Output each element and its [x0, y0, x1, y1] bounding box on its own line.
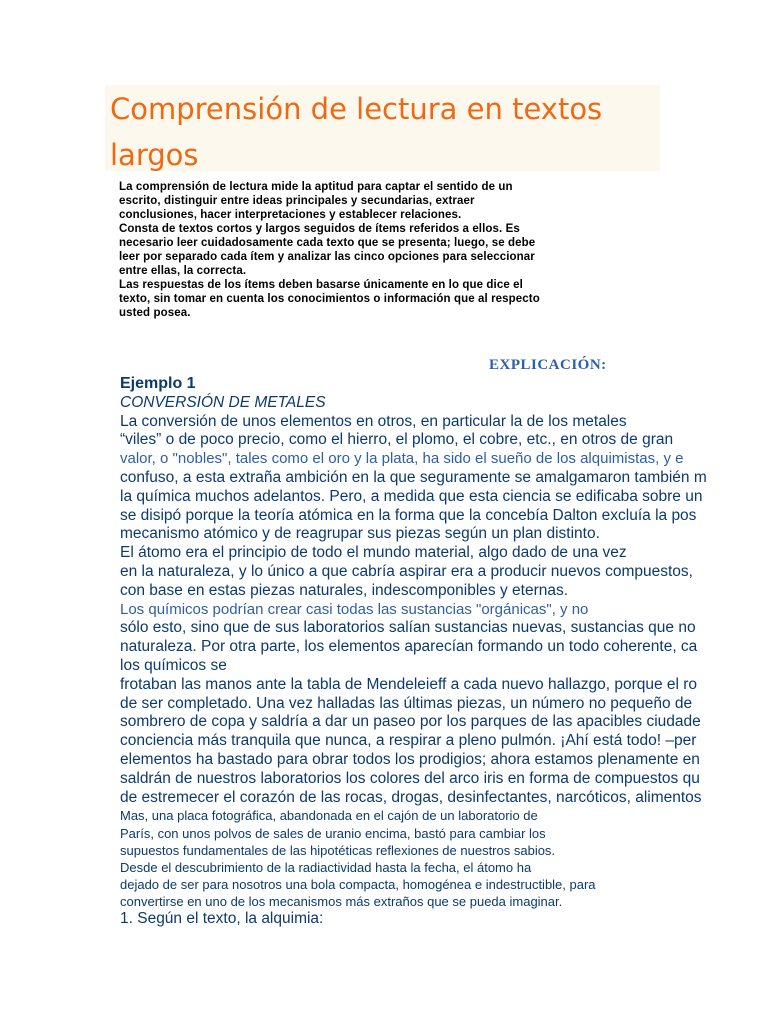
text-line: El átomo era el principio de todo el mundo material, algo dado de una vez	[120, 544, 627, 562]
intro-line: conclusiones, hacer interpretaciones y establecer relaciones.	[119, 209, 462, 221]
text-line: se disipó porque la teoría atómica en la forma que la concebía Dalton excluía la pos	[120, 506, 697, 524]
text-line: mecanismo atómico y de reagrupar sus piezas según un plan distinto.	[120, 525, 600, 543]
reading-text	[120, 375, 768, 929]
text-line: los químicos se	[120, 656, 227, 674]
text-line: Mas, una placa fotográfica, abandonada en el cajón de un laboratorio de	[120, 808, 538, 824]
text-line: elementos ha bastado para obrar todos los prodigios; ahora estamos plenamente en	[120, 750, 700, 768]
intro-line: usted posea.	[119, 307, 191, 319]
text-line: valor, o "nobles", tales como el oro y la plata, ha sido el sueño de los alquimistas, y e	[120, 450, 684, 468]
intro-line: texto, sin tomar en cuenta los conocimientos o información que al respecto	[119, 293, 540, 305]
explicacion-heading: EXPLICACIÓN:	[489, 357, 607, 373]
text-line: sólo esto, sino que de sus laboratorios salían sustancias nuevas, sustancias que no	[120, 619, 696, 637]
intro-line: necesario leer cuidadosamente cada texto que se presenta; luego, se debe	[119, 237, 536, 249]
text-line: de ser completado. Una vez halladas las últimas piezas, un número no pequeño de	[120, 694, 693, 712]
text-line: conciencia más tranquila que nunca, a respirar a pleno pulmón. ¡Ahí está todo! –per	[120, 732, 697, 750]
intro-line: entre ellas, la correcta.	[119, 265, 247, 277]
intro-line: Las respuestas de los ítems deben basarse únicamente en lo que dice el	[119, 279, 523, 291]
reading-title: CONVERSIÓN DE METALES	[120, 393, 326, 411]
intro-paragraph	[119, 180, 599, 320]
text-line: saldrán de nuestros laboratorios los colores del arco iris en forma de compuestos qu	[120, 769, 700, 787]
text-line: en la naturaleza, y lo único a que cabría aspirar era a producir nuevos compuestos,	[120, 562, 693, 580]
text-line: “viles” o de poco precio, como el hierro, el plomo, el cobre, etc., en otros de gran	[120, 431, 674, 449]
intro-line: leer por separado cada ítem y analizar las cinco opciones para seleccionar	[119, 251, 535, 263]
text-line: confuso, a esta extraña ambición en la que seguramente se amalgamaron también m	[120, 468, 707, 486]
example-title: Ejemplo 1	[120, 375, 196, 392]
intro-line: escrito, distinguir entre ideas principales y secundarias, extraer	[119, 195, 475, 207]
text-line: Desde el descubrimiento de la radiactividad hasta la fecha, el átomo ha	[120, 859, 532, 875]
text-line: La conversión de unos elementos en otros, en particular la de los metales	[120, 412, 627, 430]
text-line: la química muchos adelantos. Pero, a medida que esta ciencia se edificaba sobre un	[120, 487, 703, 505]
text-line: supuestos fundamentales de las hipotéticas reflexiones de nuestros sabios.	[120, 842, 556, 858]
text-line: frotaban las manos ante la tabla de Mendeleieff a cada nuevo hallazgo, porque el ro	[120, 675, 698, 693]
text-line: Los químicos podrían crear casi todas las sustancias "orgánicas", y no	[120, 600, 589, 618]
text-line: naturaleza. Por otra parte, los elementos aparecían formando un todo coherente, ca	[120, 638, 698, 656]
text-line: París, con unos polvos de sales de uranio encima, bastó para cambiar los	[120, 825, 546, 841]
page-title: Comprensión de lectura en textos largos	[110, 92, 603, 172]
text-line: dejado de ser para nosotros una bola compacta, homogénea e indestructible, para	[120, 877, 596, 893]
text-line: de estremecer el corazón de las rocas, drogas, desinfectantes, narcóticos, alimentos	[120, 788, 702, 806]
intro-line: Consta de textos cortos y largos seguidos de ítems referidos a ellos. Es	[119, 223, 520, 235]
text-line: convertirse en uno de los mecanismos más extraños que se pueda imaginar.	[120, 894, 563, 910]
text-line: sombrero de copa y saldría a dar un paseo por los parques de las apacibles ciudade	[120, 713, 701, 731]
text-line: con base en estas piezas naturales, indescomponibles y eternas.	[120, 581, 569, 599]
intro-line: La comprensión de lectura mide la aptitud para captar el sentido de un	[119, 181, 513, 193]
question-line: 1. Según el texto, la alquimia:	[120, 910, 324, 928]
